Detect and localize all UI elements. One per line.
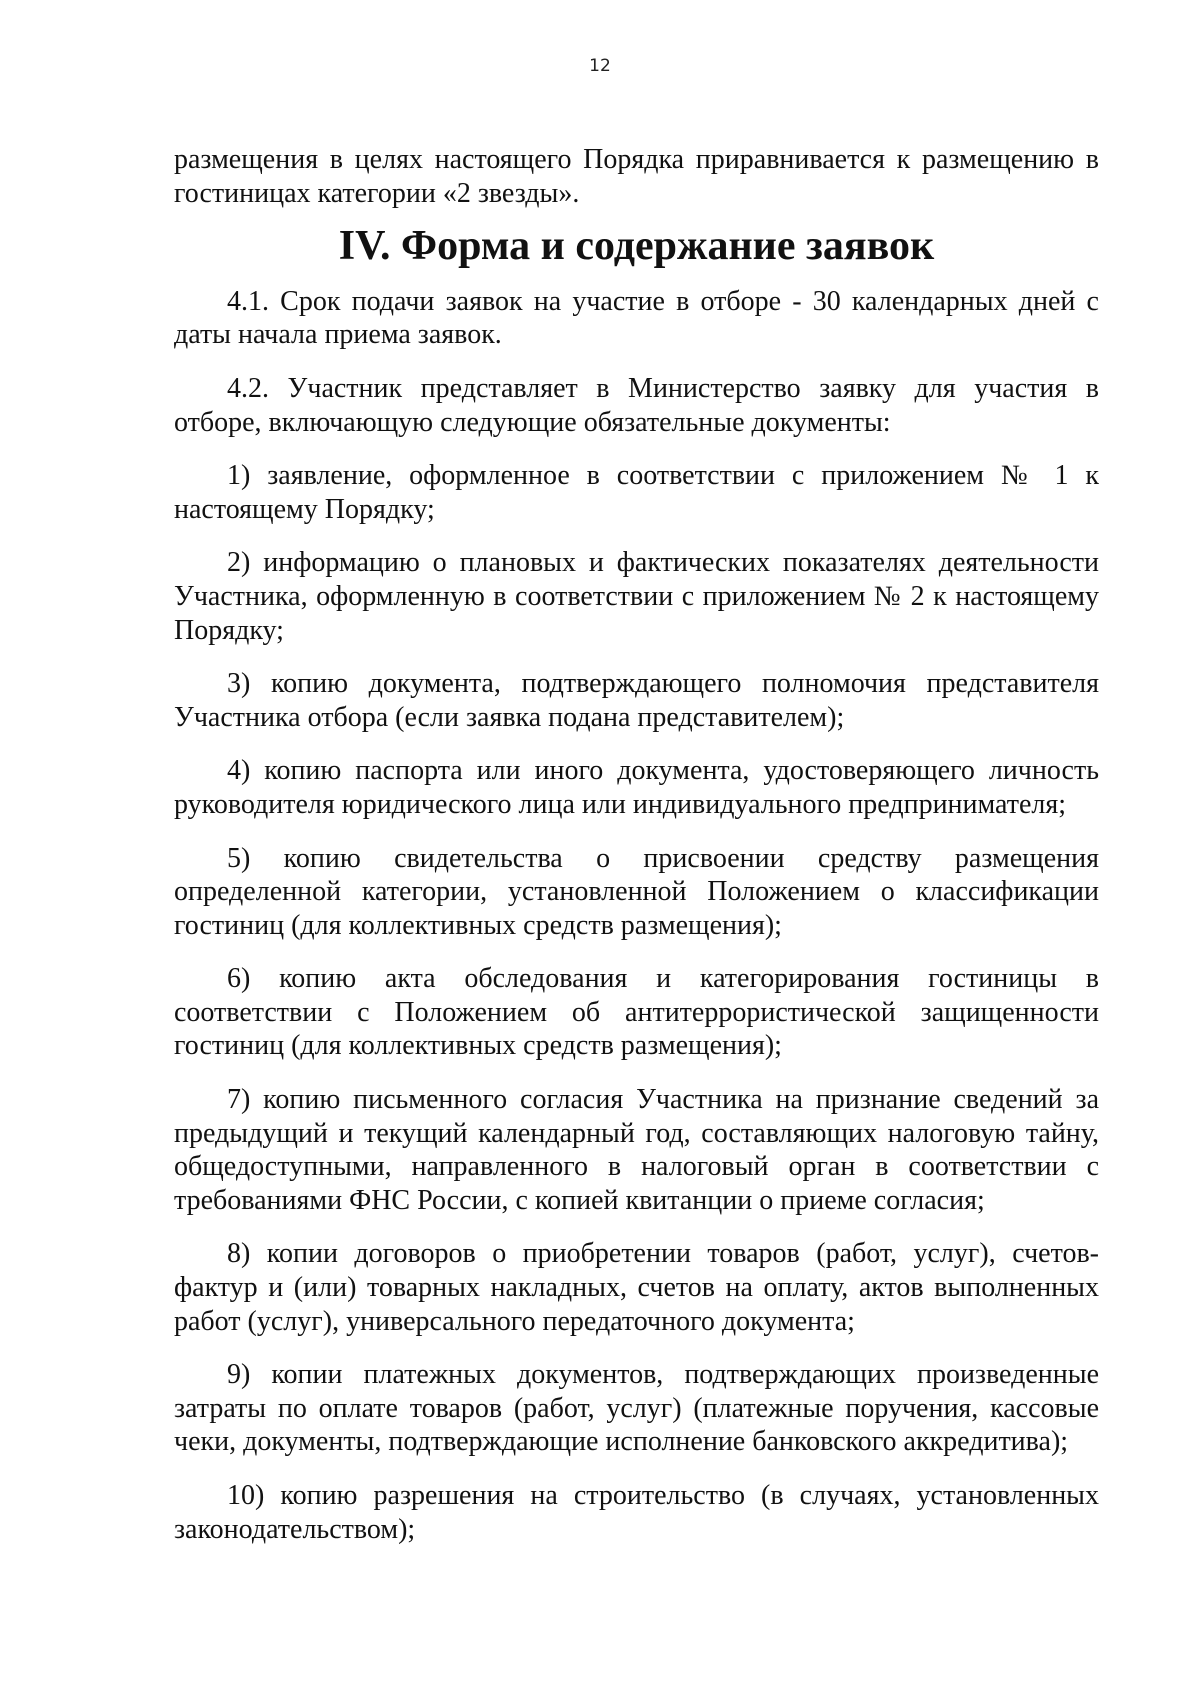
paragraph-4-2: 4.2. Участник представляет в Министерство заявку для участия в отборе, включающую следующие обязательные документы: <box>174 372 1099 438</box>
list-item-10: 10) копию разрешения на строительство (в случаях, установленных законодательством); <box>174 1480 1099 1545</box>
list-item-5: 5) копию свидетельства о присвоении средству размещения определенной категории, установленной Положением о классификации гостиниц (для коллективных средств размещения); <box>174 842 1099 941</box>
list-item-6: 6) копию акта обследования и категорирования гостиницы в соответствии с Положением об антитеррористической защищенности гостиниц (для коллективных средств размещения); <box>174 963 1099 1062</box>
list-item-9: 9) копии платежных документов, подтверждающих произведенные затраты по оплате товаров (работ, услуг) (платежные поручения, кассовые чеки, документы, подтверждающие исполнение банковского аккредитива); <box>174 1359 1099 1458</box>
document-body <box>174 143 1099 1566</box>
list-item-1: 1) заявление, оформленное в соответствии с приложением № 1 к настоящему Порядку; <box>174 460 1099 525</box>
page-number: 12 <box>589 56 611 76</box>
list-item-7: 7) копию письменного согласия Участника на признание сведений за предыдущий и текущий календарный год, составляющих налоговую тайну, общедоступными, направленного в налоговый орган в соответствии с требованиями ФНС России, с копией квитанции о приеме согласия; <box>174 1084 1099 1216</box>
list-item-8: 8) копии договоров о приобретении товаров (работ, услуг), счетов-фактур и (или) товарных накладных, счетов на оплату, актов выполненных работ (услуг), универсального передаточного документа; <box>174 1238 1099 1337</box>
list-item-2: 2) информацию о плановых и фактических показателях деятельности Участника, оформленную в соответствии с приложением № 2 к настоящему Порядку; <box>174 547 1099 646</box>
list-item-3: 3) копию документа, подтверждающего полномочия представителя Участника отбора (если заявка подана представителем); <box>174 668 1099 733</box>
section-heading: IV. Форма и содержание заявок <box>338 223 935 270</box>
paragraph-intro-continuation: размещения в целях настоящего Порядка приравнивается к размещению в гостиницах категории «2 звезды». <box>174 144 1099 209</box>
paragraph-4-1: 4.1. Срок подачи заявок на участие в отборе - 30 календарных дней с даты начала приема заявок. <box>174 285 1099 351</box>
list-item-4: 4) копию паспорта или иного документа, удостоверяющего личность руководителя юридического лица или индивидуального предпринимателя; <box>174 755 1099 820</box>
